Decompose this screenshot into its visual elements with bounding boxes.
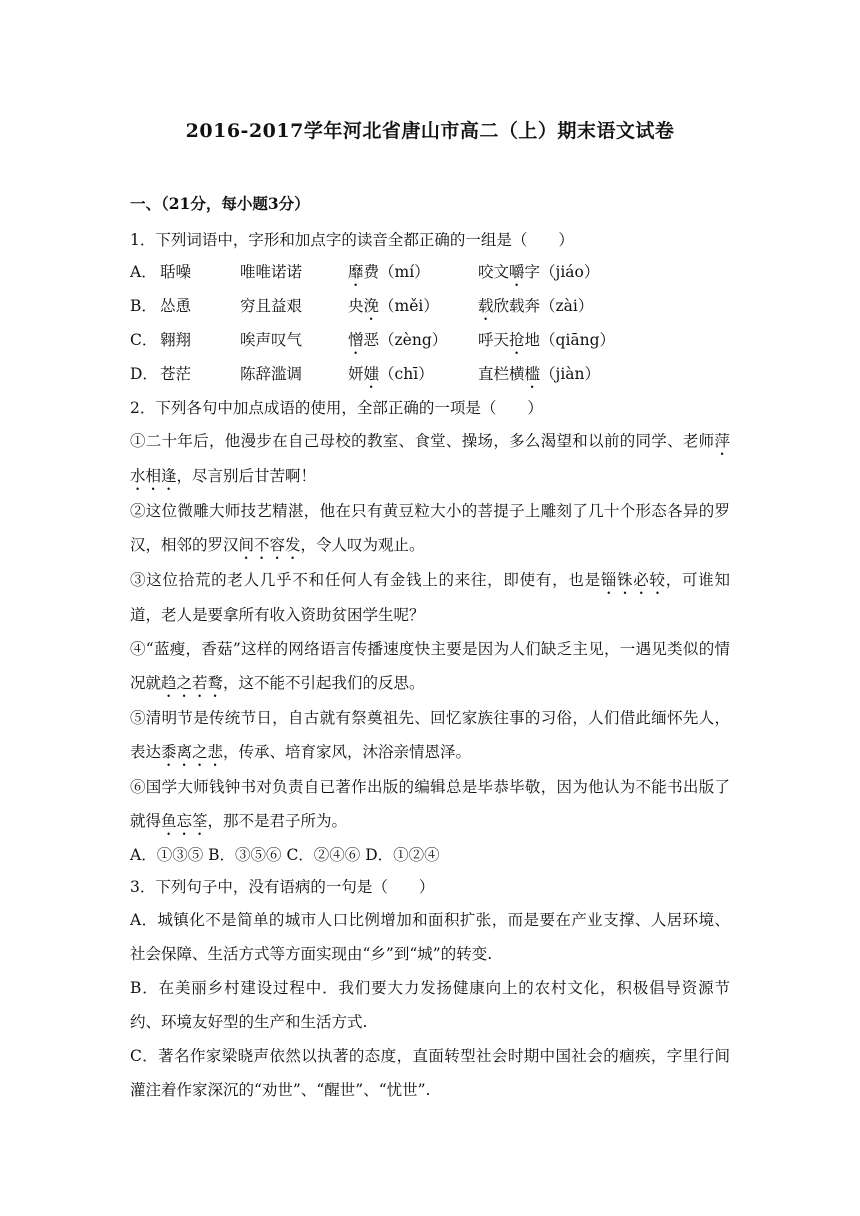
q1-option-b (130, 290, 730, 324)
q1-option-d (130, 358, 730, 392)
q2-item-5: ⑤清明节是传统节日，自古就有祭奠祖先、回忆家族往事的习俗，人们借此缅怀先人，表达黍离之悲，传承、培育家风，沐浴亲情恩泽。 (130, 709, 730, 761)
q1-stem: 1．下列词语中，字形和加点字的读音全都正确的一组是（ ） (130, 231, 574, 249)
dotted-char: 嚼 (509, 263, 525, 281)
q2-item-3: ③这位拾荒的老人几乎不和任何人有金钱上的来往，即使有，也是锱铢必较，可谁知道，老人是要拿所有收入资助贫困学生呢？ (130, 571, 730, 624)
q3-option-c: C．著名作家梁晓声依然以执著的态度，直面转型社会时期中国社会的痼疾，字里行间灌注着作家深沉的“劝世”、“醒世”、“忧世”. (130, 1047, 730, 1099)
dotted-idiom: 锱铢必较 (600, 571, 666, 589)
q2-item-6: ⑥国学大师钱钟书对负责自已著作出版的编辑总是毕恭毕敬，因为他认为不能书出版了就得鱼忘筌，那不是君子所为。 (130, 778, 730, 830)
dotted-idiom: 萍水相逢 (130, 432, 730, 485)
option-word: 妍媸（chī） (348, 358, 478, 392)
option-word: 呼天抢地（qiāng） (478, 324, 615, 358)
q2-item-1: ①二十年后，他漫步在自己母校的教室、食堂、操场，多么渴望和以前的同学、老师萍水相逢，尽言别后甘苦啊！ (130, 432, 730, 485)
dotted-char: 媸 (363, 365, 380, 383)
dotted-idiom: 黍离之悲 (161, 743, 224, 761)
option-label: D． (130, 365, 158, 383)
option-word: 咬文嚼字（jiáo） (478, 256, 599, 290)
option-word: 陈辞滥调 (240, 365, 303, 383)
dotted-char: 浼 (363, 297, 380, 315)
dotted-char: 槛 (524, 365, 541, 383)
option-word: 唯唯诺诺 (240, 263, 303, 281)
dotted-idiom: 趋之若鹜 (161, 674, 224, 692)
dotted-char: 抢 (509, 331, 525, 349)
q1-option-a (130, 256, 730, 290)
section-heading: 一、（21分，每小题3分） (130, 194, 310, 213)
option-word: 翱翔 (160, 331, 192, 349)
exam-content (130, 188, 730, 1107)
q3-option-b: B．在美丽乡村建设过程中．我们要大力发扬健康向上的农村文化，积极倡导资源节约、环境友好型的生产和生活方式. (130, 979, 730, 1031)
option-label: B． (130, 297, 157, 315)
option-word: 唉声叹气 (240, 331, 303, 349)
option-word: 苍茫 (160, 365, 192, 383)
q2-item-2: ②这位微雕大师技艺精湛，他在只有黄豆粒大小的菩提子上雕刻了几十个形态各异的罗汉，相邻的罗汉间不容发，令人叹为观止。 (130, 502, 730, 554)
option-label: A． (130, 263, 157, 281)
option-word: 憎恶（zèng） (348, 324, 478, 358)
option-word: 怂恿 (160, 297, 192, 315)
option-word: 直栏横槛（jiàn） (478, 358, 600, 392)
option-word: 央浼（měi） (348, 290, 478, 324)
dotted-char: 靡 (348, 263, 364, 281)
option-word: 靡费（mí） (348, 256, 478, 290)
exam-title: 2016-2017学年河北省唐山市高二（上）期末语文试卷 (185, 120, 675, 142)
q2-stem: 2．下列各句中加点成语的使用，全部正确的一项是（ ） (130, 399, 543, 417)
option-word: 穷且益艰 (240, 297, 303, 315)
q3-stem: 3．下列句子中，没有语病的一句是（ ） (130, 878, 435, 896)
dotted-char: 憎 (348, 331, 364, 349)
dotted-idiom: 鱼忘筌 (161, 812, 208, 830)
q3-option-a: A．城镇化不是简单的城市人口比例增加和面积扩张，而是要在产业支撑、人居环境、社会保障、生活方式等方面实现由“乡”到“城”的转变. (130, 911, 730, 963)
option-word: 聒噪 (160, 263, 192, 281)
option-label: C． (130, 331, 158, 349)
dotted-char: 载 (478, 297, 494, 315)
dotted-idiom: 间不容发 (238, 536, 301, 554)
q2-choices: A．①③⑤ B．③⑤⑥ C．②④⑥ D．①②④ (130, 846, 440, 864)
option-word: 载欣载奔（zài） (478, 290, 593, 324)
q2-item-4: ④“蓝瘦，香菇”这样的网络语言传播速度快主要是因为人们缺乏主见，一遇见类似的情况就趋之若鹜，这不能不引起我们的反思。 (130, 640, 730, 692)
q1-option-c (130, 324, 730, 358)
